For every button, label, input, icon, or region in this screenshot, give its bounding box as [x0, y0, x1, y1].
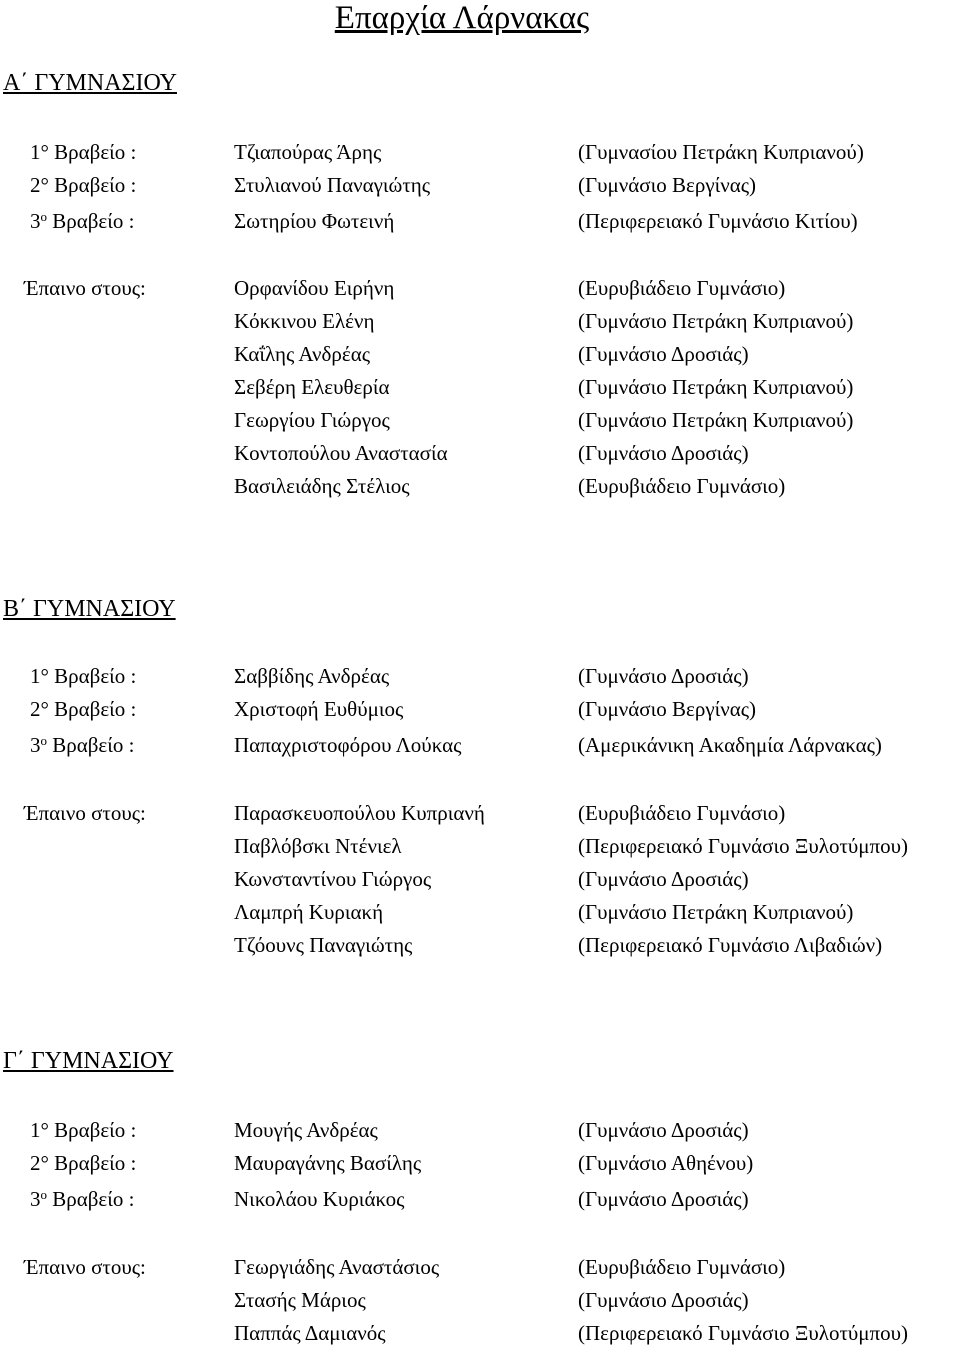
school-name: (Ευρυβιάδειο Γυμνάσιο)	[578, 801, 786, 825]
praise-row	[0, 1254, 960, 1284]
school-name: (Περιφερειακό Γυμνάσιο Ξυλοτύμπου)	[578, 834, 909, 858]
student-name: Σωτηρίου Φωτεινή	[234, 209, 395, 233]
student-name: Ορφανίδου Ειρήνη	[234, 276, 395, 300]
prize-row	[0, 732, 960, 762]
prize-label	[30, 139, 136, 165]
prize-ordinal: ο	[40, 733, 47, 748]
student-name: Λαμπρή Κυριακή	[234, 900, 384, 924]
prize-number: 1	[30, 140, 41, 164]
student-name: Τζιαπούρας Άρης	[234, 140, 382, 164]
prize-suffix: ° Βραβείο :	[40, 1118, 137, 1142]
student-name: Γεωργίου Γιώργος	[234, 408, 390, 432]
prize-number: 3	[30, 209, 41, 233]
school-name: (Περιφερειακό Γυμνάσιο Ξυλοτύμπου)	[578, 1321, 909, 1345]
school-name: (Γυμνασίου Πετράκη Κυπριανού)	[578, 140, 864, 164]
school-name: (Γυμνάσιο Δροσιάς)	[578, 342, 749, 366]
prize-number: 3	[30, 1187, 41, 1211]
praise-row	[0, 308, 960, 338]
praise-label: Έπαινο στους:	[24, 1255, 146, 1279]
prize-number: 2	[30, 173, 41, 197]
praise-row	[0, 800, 960, 830]
praise-row	[0, 374, 960, 404]
praise-row	[0, 1287, 960, 1317]
prize-label	[30, 208, 134, 234]
praise-row	[0, 1320, 960, 1350]
praise-label: Έπαινο στους:	[24, 801, 146, 825]
student-name: Παππάς Δαμιανός	[234, 1321, 386, 1345]
school-name: (Ευρυβιάδειο Γυμνάσιο)	[578, 276, 786, 300]
student-name: Στασής Μάριος	[234, 1288, 366, 1312]
prize-label	[30, 1150, 136, 1176]
prize-suffix: ° Βραβείο :	[40, 140, 137, 164]
prize-label	[30, 696, 136, 722]
section-heading: Γ΄ ΓΥΜΝΑΣΙΟΥ	[3, 1048, 174, 1074]
prize-number: 2	[30, 697, 41, 721]
school-name: (Γυμνάσιο Δροσιάς)	[578, 664, 749, 688]
praise-row	[0, 275, 960, 305]
school-name: (Γυμνάσιο Πετράκη Κυπριανού)	[578, 900, 854, 924]
student-name: Βασιλειάδης Στέλιος	[234, 474, 410, 498]
prize-number: 1	[30, 1118, 41, 1142]
page-title: Επαρχία Λάρνακας	[334, 0, 590, 36]
prize-label	[30, 1186, 134, 1212]
prize-row	[0, 1150, 960, 1180]
praise-label: Έπαινο στους:	[24, 276, 146, 300]
section-heading: Α΄ ΓΥΜΝΑΣΙΟΥ	[3, 70, 177, 96]
prize-suffix: Βραβείο :	[47, 1187, 135, 1211]
prize-label	[30, 1117, 136, 1143]
student-name: Γεωργιάδης Αναστάσιος	[234, 1255, 440, 1279]
school-name: (Γυμνάσιο Δροσιάς)	[578, 1288, 749, 1312]
prize-row	[0, 1117, 960, 1147]
prize-row	[0, 1186, 960, 1216]
prize-suffix: ° Βραβείο :	[40, 1151, 137, 1175]
school-name: (Γυμνάσιο Δροσιάς)	[578, 441, 749, 465]
school-name: (Γυμνάσιο Δροσιάς)	[578, 867, 749, 891]
prize-label	[30, 172, 136, 198]
student-name: Παπαχριστοφόρου Λούκας	[234, 733, 462, 757]
prize-label	[30, 732, 134, 758]
prize-suffix: Βραβείο :	[47, 733, 135, 757]
praise-row	[0, 407, 960, 437]
section-heading: Β΄ ΓΥΜΝΑΣΙΟΥ	[3, 596, 176, 622]
prize-suffix: ° Βραβείο :	[40, 697, 137, 721]
praise-row	[0, 932, 960, 962]
school-name: (Περιφερειακό Γυμνάσιο Κιτίου)	[578, 209, 858, 233]
student-name: Χριστοφή Ευθύμιος	[234, 697, 404, 721]
prize-suffix: ° Βραβείο :	[40, 173, 137, 197]
student-name: Καΐλης Ανδρέας	[234, 342, 371, 366]
student-name: Σεβέρη Ελευθερία	[234, 375, 390, 399]
prize-row	[0, 208, 960, 238]
prize-number: 2	[30, 1151, 41, 1175]
praise-row	[0, 473, 960, 503]
student-name: Μουγής Ανδρέας	[234, 1118, 378, 1142]
student-name: Τζόουνς Παναγιώτης	[234, 933, 413, 957]
school-name: (Γυμνάσιο Δροσιάς)	[578, 1118, 749, 1142]
school-name: (Γυμνάσιο Πετράκη Κυπριανού)	[578, 408, 854, 432]
school-name: (Γυμνάσιο Βεργίνας)	[578, 697, 757, 721]
student-name: Κόκκινου Ελένη	[234, 309, 375, 333]
school-name: (Περιφερειακό Γυμνάσιο Λιβαδιών)	[578, 933, 883, 957]
student-name: Παρασκευοπούλου Κυπριανή	[234, 801, 485, 825]
praise-row	[0, 440, 960, 470]
prize-number: 1	[30, 664, 41, 688]
praise-row	[0, 341, 960, 371]
school-name: (Γυμνάσιο Βεργίνας)	[578, 173, 757, 197]
prize-row	[0, 663, 960, 693]
school-name: (Γυμνάσιο Αθηένου)	[578, 1151, 754, 1175]
praise-row	[0, 899, 960, 929]
student-name: Νικολάου Κυριάκος	[234, 1187, 405, 1211]
praise-row	[0, 866, 960, 896]
prize-suffix: ° Βραβείο :	[40, 664, 137, 688]
student-name: Στυλιανού Παναγιώτης	[234, 173, 431, 197]
student-name: Σαββίδης Ανδρέας	[234, 664, 390, 688]
school-name: (Γυμνάσιο Πετράκη Κυπριανού)	[578, 375, 854, 399]
student-name: Μαυραγάνης Βασίλης	[234, 1151, 422, 1175]
student-name: Κοντοπούλου Αναστασία	[234, 441, 448, 465]
praise-row	[0, 833, 960, 863]
school-name: (Γυμνάσιο Πετράκη Κυπριανού)	[578, 309, 854, 333]
student-name: Παβλόβσκι Ντένιελ	[234, 834, 402, 858]
prize-number: 3	[30, 733, 41, 757]
prize-suffix: Βραβείο :	[47, 209, 135, 233]
prize-row	[0, 139, 960, 169]
student-name: Κωνσταντίνου Γιώργος	[234, 867, 432, 891]
prize-label	[30, 663, 136, 689]
prize-row	[0, 696, 960, 726]
school-name: (Γυμνάσιο Δροσιάς)	[578, 1187, 749, 1211]
prize-row	[0, 172, 960, 202]
school-name: (Ευρυβιάδειο Γυμνάσιο)	[578, 474, 786, 498]
school-name: (Ευρυβιάδειο Γυμνάσιο)	[578, 1255, 786, 1279]
prize-ordinal: ο	[40, 209, 47, 224]
school-name: (Αμερικάνικη Ακαδημία Λάρνακας)	[578, 733, 882, 757]
prize-ordinal: ο	[40, 1187, 47, 1202]
